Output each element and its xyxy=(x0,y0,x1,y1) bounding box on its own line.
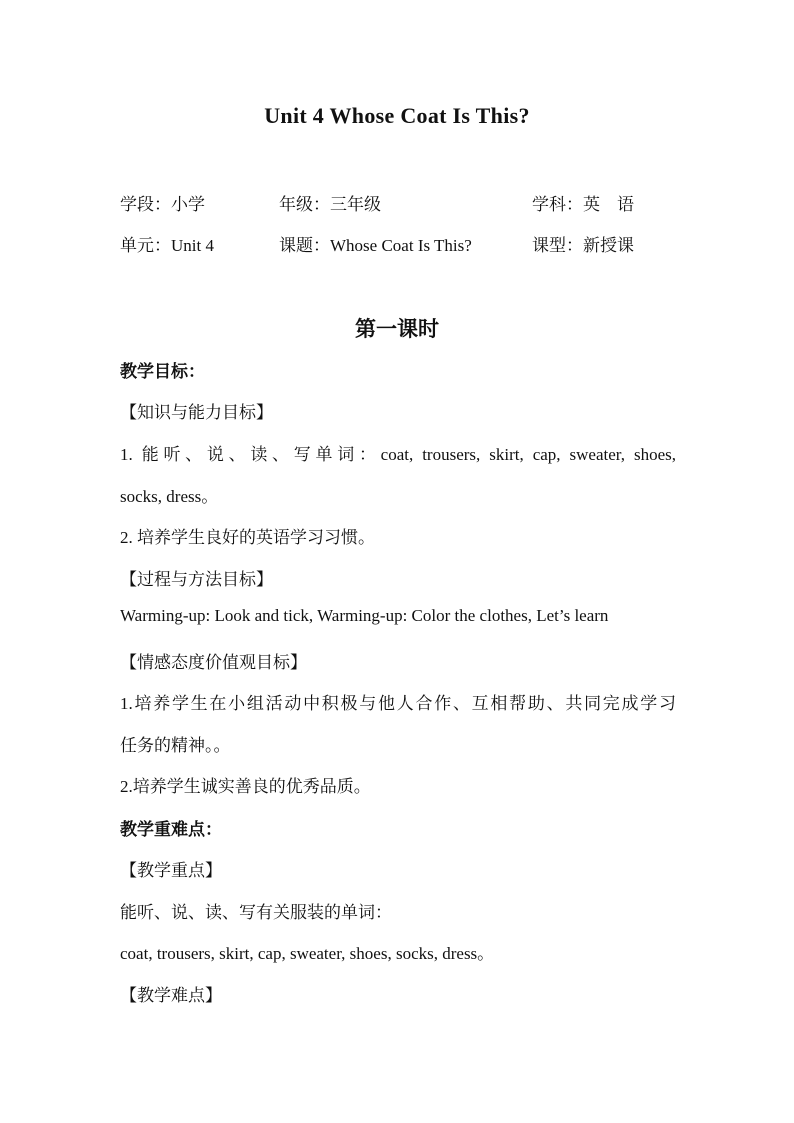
meta-lesson-type: 课型：新授课 xyxy=(532,236,634,255)
difficult-heading: 【教学难点】 xyxy=(120,986,222,1005)
emotion-item-1-continued: 任务的精神。。 xyxy=(120,736,231,755)
emotion-heading: 【情感态度价值观目标】 xyxy=(120,653,307,672)
knowledge-item-1-continued: socks, dress。 xyxy=(120,487,219,506)
key-item: 能听、说、读、写有关服装的单词： xyxy=(120,903,392,922)
knowledge-heading: 【知识与能力目标】 xyxy=(120,403,273,422)
meta-stage: 学段：小学 xyxy=(120,195,205,214)
emotion-item-2: 2.培养学生诚实善良的优秀品质。 xyxy=(120,777,371,796)
emotion-item-1: 1.培养学生在小组活动中积极与他人合作、互相帮助、共同完成学习 xyxy=(120,694,676,713)
meta-subject: 学科：英 语 xyxy=(532,195,634,214)
key-heading: 【教学重点】 xyxy=(120,861,222,880)
section-title: 第一课时 xyxy=(355,317,439,341)
process-heading: 【过程与方法目标】 xyxy=(120,570,273,589)
meta-grade: 年级：三年级 xyxy=(279,195,381,214)
objectives-heading: 教学目标： xyxy=(120,362,205,381)
knowledge-item-2: 2. 培养学生良好的英语学习习惯。 xyxy=(120,528,375,547)
process-item: Warming-up: Look and tick, Warming-up: Color the clothes, Let’s learn xyxy=(120,606,609,625)
meta-topic: 课题：Whose Coat Is This? xyxy=(279,236,472,255)
knowledge-item-1: 1. 能听、说、读、写单词：coat, trousers, skirt, cap, sweater, shoes, xyxy=(120,445,676,464)
keypoints-heading: 教学重难点： xyxy=(120,820,222,839)
key-words: coat, trousers, skirt, cap, sweater, shoes, socks, dress。 xyxy=(120,944,495,963)
document-title: Unit 4 Whose Coat Is This? xyxy=(264,103,530,128)
meta-unit: 单元：Unit 4 xyxy=(120,236,214,255)
